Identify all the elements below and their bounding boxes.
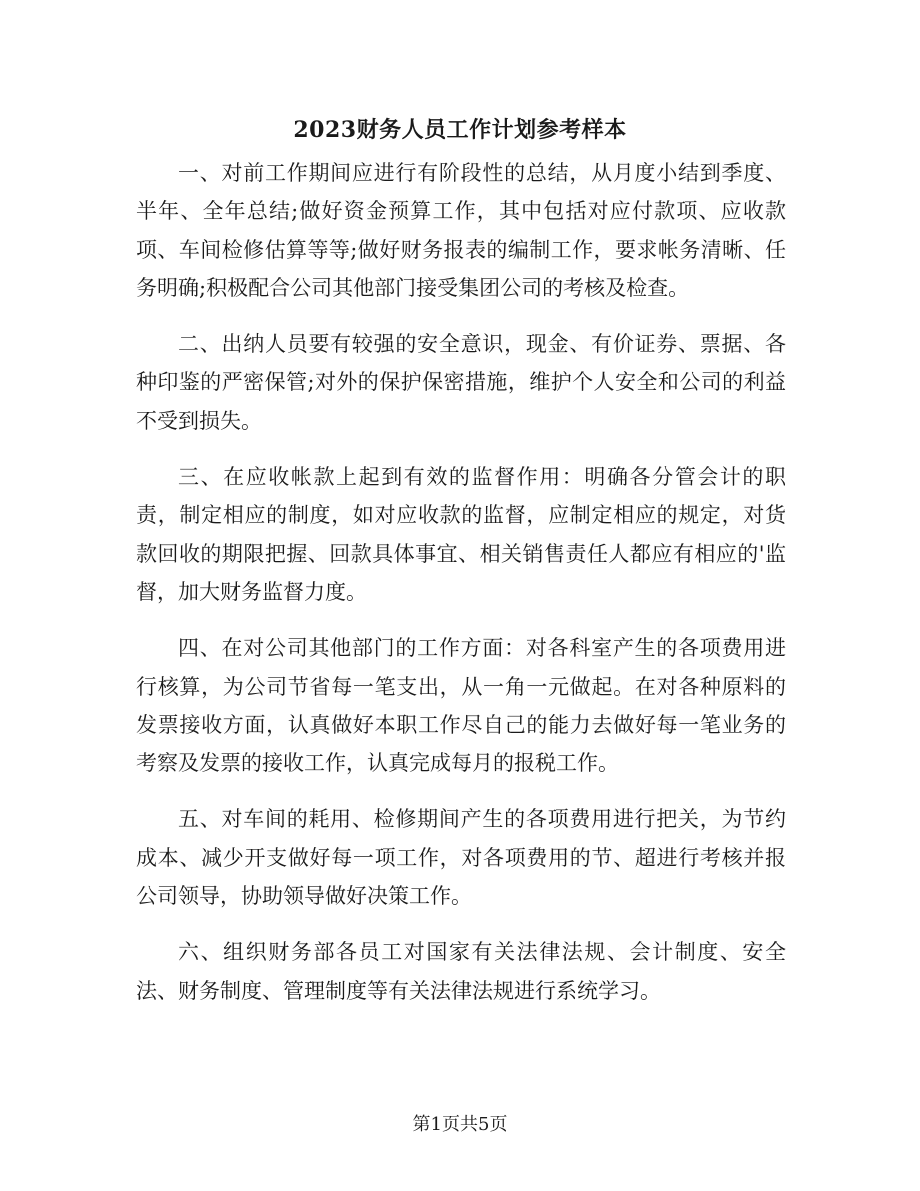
paragraph-5: 五、对车间的耗用、检修期间产生的各项费用进行把关，为节约成本、减少开支做好每一项工作，对各项费用的节、超进行考核并报公司领导，协助领导做好决策工作。 (136, 807, 786, 909)
document-title: 2023财务人员工作计划参考样本 (293, 117, 627, 143)
paragraph-2: 二、出纳人员要有较强的安全意识，现金、有价证券、票据、各种印鉴的严密保管;对外的保护保密措施，维护个人安全和公司的利益不受到损失。 (136, 332, 786, 433)
paragraph-4: 四、在对公司其他部门的工作方面：对各科室产生的各项费用进行核算，为公司节省每一笔支出，从一角一元做起。在对各种原料的发票接收方面，认真做好本职工作尽自己的能力去做好每一笔业务的考察及发票的接收工作，认真完成每月的报税工作。 (136, 636, 786, 776)
paragraph-6: 六、组织财务部各员工对国家有关法律法规、会计制度、安全法、财务制度、管理制度等有关法律法规进行系统学习。 (136, 940, 786, 1003)
page-number-footer: 第1页共5页 (412, 1114, 508, 1135)
document-body (136, 154, 786, 1028)
paragraph-1: 一、对前工作期间应进行有阶段性的总结，从月度小结到季度、半年、全年总结;做好资金预算工作，其中包括对应付款项、应收款项、车间检修估算等等;做好财务报表的编制工作，要求帐务清晰、任务明确;积极配合公司其他部门接受集团公司的考核及检查。 (136, 161, 786, 300)
paragraph-3: 三、在应收帐款上起到有效的监督作用：明确各分管会计的职责，制定相应的制度，如对应收款的监督，应制定相应的规定，对货款回收的期限把握、回款具体事宜、相关销售责任人都应有相应的'监督，加大财务监督力度。 (136, 465, 786, 604)
